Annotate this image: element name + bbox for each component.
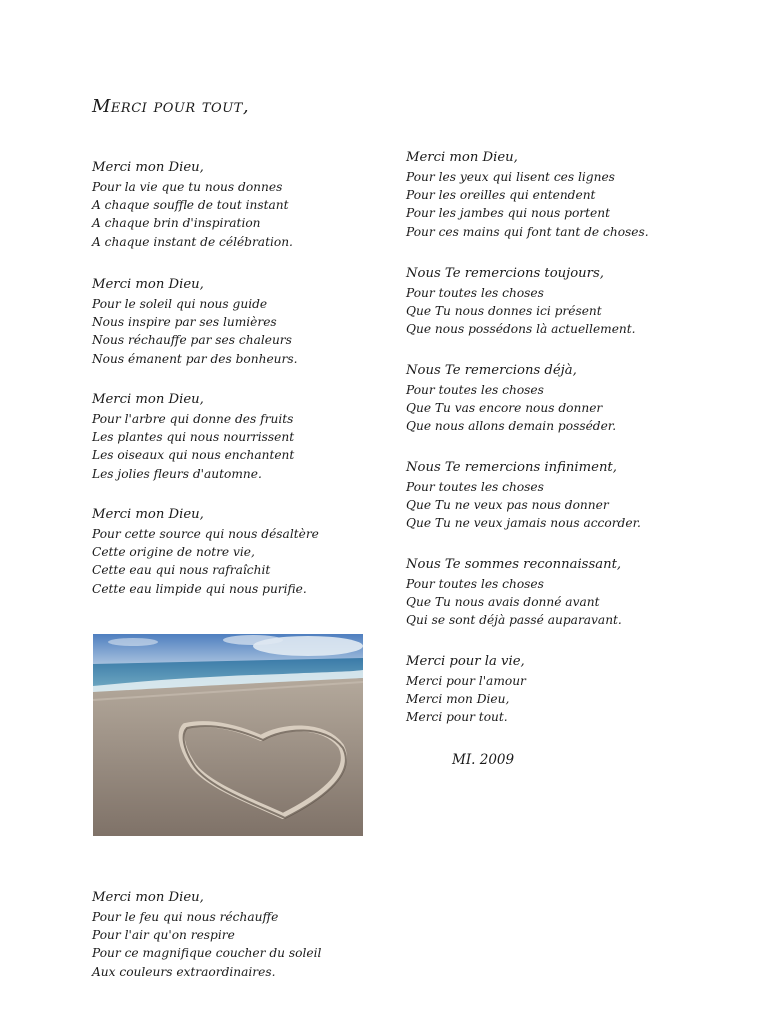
stanza-line: Cette eau limpide qui nous purifie.	[92, 581, 307, 596]
stanza-line: Aux couleurs extraordinaires.	[92, 964, 276, 979]
stanza-line: Qui se sont déjà passé auparavant.	[406, 613, 622, 628]
stanza-heading: Nous Te sommes reconnaissant,	[406, 557, 622, 572]
stanza	[92, 505, 319, 598]
stanza-heading: Merci mon Dieu,	[92, 277, 204, 292]
stanza	[406, 652, 526, 727]
stanza-line: Que Tu nous donnes ici présent	[406, 304, 602, 319]
stanza-line: Nous inspire par ses lumières	[92, 315, 277, 330]
stanza	[92, 158, 293, 251]
stanza-line: Pour toutes les choses	[406, 577, 544, 591]
stanza-line: A chaque souffle de tout instant	[92, 198, 289, 213]
stanza-heading: Merci mon Dieu,	[92, 392, 204, 407]
stanza-line: Pour toutes les choses	[406, 286, 544, 300]
stanza-heading: Merci mon Dieu,	[92, 160, 204, 175]
stanza-line: Merci pour tout.	[406, 710, 508, 725]
signature: MI. 2009	[452, 752, 515, 768]
stanza-line: Les oiseaux qui nous enchantent	[92, 448, 295, 463]
stanza-line: Pour ces mains qui font tant de choses.	[406, 224, 649, 239]
stanza-line: Pour les jambes qui nous portent	[406, 206, 610, 221]
stanza-heading: Merci pour la vie,	[406, 654, 525, 669]
stanza-line: A chaque brin d'inspiration	[92, 216, 261, 231]
stanza-line: Que Tu ne veux pas nous donner	[406, 498, 609, 513]
stanza-line: Nous émanent par des bonheurs.	[92, 351, 298, 366]
stanza-line: Pour toutes les choses	[406, 383, 544, 397]
bottom-stanza	[92, 888, 392, 981]
stanza	[92, 390, 294, 483]
stanza-line: Merci pour l'amour	[406, 674, 526, 688]
stanza-line: Pour ce magnifique coucher du soleil	[92, 946, 322, 961]
stanza-line: Que nous allons demain posséder.	[406, 419, 617, 434]
stanza-line: Pour les oreilles qui entendent	[406, 188, 596, 203]
beach-photo-graphic	[93, 634, 363, 836]
stanza	[92, 275, 297, 368]
stanza-line: Pour le feu qui nous réchauffe	[92, 910, 279, 924]
stanza-line: Cette eau qui nous rafraîchit	[92, 563, 271, 578]
stanza-heading: Merci mon Dieu,	[406, 150, 518, 165]
stanza-line: Les jolies fleurs d'automne.	[92, 466, 262, 481]
stanza-line: Pour le soleil qui nous guide	[92, 297, 268, 311]
stanza-line: A chaque instant de célébration.	[92, 234, 293, 249]
heart-in-sand-beach-photo	[93, 634, 363, 836]
stanza-heading: Nous Te remercions déjà,	[406, 363, 577, 378]
stanza-line: Pour l'arbre qui donne des fruits	[92, 412, 294, 426]
stanza-line: Pour cette source qui nous désaltère	[92, 527, 319, 541]
stanza-line: Pour les yeux qui lisent ces lignes	[406, 170, 615, 184]
stanza-line: Pour la vie que tu nous donnes	[92, 180, 283, 194]
stanza-line: Les plantes qui nous nourrissent	[92, 430, 295, 445]
poem-title: Merci pour tout,	[92, 96, 250, 117]
stanza	[406, 264, 636, 339]
stanza-heading: Nous Te remercions infiniment,	[406, 460, 617, 475]
stanza	[406, 555, 622, 630]
stanza-line: Que nous possédons là actuellement.	[406, 322, 636, 337]
stanza-heading: Merci mon Dieu,	[92, 507, 204, 522]
stanza-heading: Merci mon Dieu,	[92, 890, 204, 905]
stanza	[406, 458, 641, 533]
stanza-heading: Nous Te remercions toujours,	[406, 266, 604, 281]
stanza	[406, 148, 649, 241]
stanza-line: Cette origine de notre vie,	[92, 545, 255, 560]
stanza-line: Que Tu ne veux jamais nous accorder.	[406, 516, 641, 531]
stanza	[406, 361, 616, 436]
stanza-line: Pour toutes les choses	[406, 480, 544, 494]
stanza-line: Que Tu vas encore nous donner	[406, 401, 603, 416]
stanza-line: Que Tu nous avais donné avant	[406, 595, 600, 610]
stanza-line: Nous réchauffe par ses chaleurs	[92, 333, 292, 348]
stanza-line: Pour l'air qu'on respire	[92, 928, 235, 943]
stanza-line: Merci mon Dieu,	[406, 692, 510, 707]
